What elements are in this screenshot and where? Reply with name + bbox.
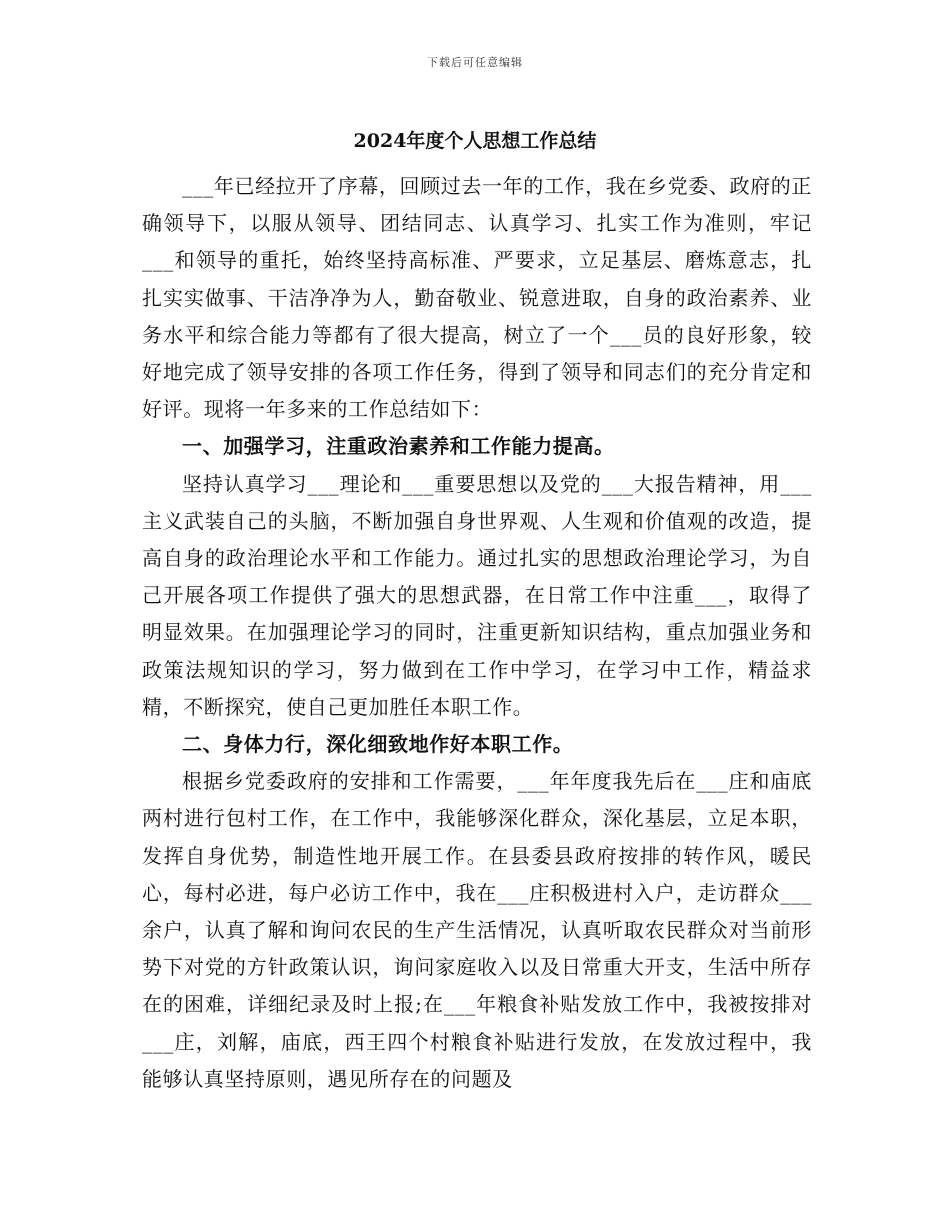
page-header-note: 下载后可任意编辑 — [427, 56, 523, 69]
document-body — [142, 168, 812, 1098]
section-1-heading: 一、加强学习，注重政治素养和工作能力提高。 — [182, 434, 615, 459]
document-title: 2024年度个人思想工作总结 — [353, 130, 597, 152]
intro-paragraph: ___年已经拉开了序幕，回顾过去一年的工作，我在乡党委、政府的正确领导下，以服从领导、团结同志、认真学习、扎实工作为准则，牢记___和领导的重托，始终坚持高标准、严要求，立足基层、磨炼意志，扎扎实实做事、干洁净净为人，勤奋敬业、锐意进取，自身的政治素养、业务水平和综合能力等都有了很大提高，树立了一个___员的良好形象，较好地完成了领导安排的各项工作任务，得到了领导和同志们的充分肯定和好评。现将一年多来的工作总结如下： — [142, 174, 812, 422]
section-2-paragraph: 根据乡党委政府的安排和工作需要，___年年度我先后在___庄和庙底两村进行包村工作，在工作中，我能够深化群众，深化基层，立足本职，发挥自身优势，制造性地开展工作。在县委县政府按排的转作风，暖民心，每村必进，每户必访工作中，我在___庄积极进村入户，走访群众___余户，认真了解和询问农民的生产生活情况，认真听取农民群众对当前形势下对党的方针政策认识，询问家庭收入以及日常重大开支，生活中所存在的困难，详细纪录及时上报;在___年粮食补贴发放工作中，我被按排对___庄，刘解，庙底，西王四个村粮食补贴进行发放，在发放过程中，我能够认真坚持原则，遇见所存在的问题及 — [142, 769, 812, 1091]
section-2-heading: 二、身体力行，深化细致地作好本职工作。 — [182, 732, 574, 757]
section-1-paragraph: 坚持认真学习___理论和___重要思想以及党的___大报告精神，用___主义武装自己的头脑，不断加强自身世界观、人生观和价值观的改造，提高自身的政治理论水平和工作能力。通过扎实的思想政治理论学习，为自己开展各项工作提供了强大的思想武器，在日常工作中注重___，取得了明显效果。在加强理论学习的同时，注重更新知识结构，重点加强业务和政策法规知识的学习，努力做到在工作中学习，在学习中工作，精益求精，不断探究，使自己更加胜任本职工作。 — [142, 471, 812, 719]
